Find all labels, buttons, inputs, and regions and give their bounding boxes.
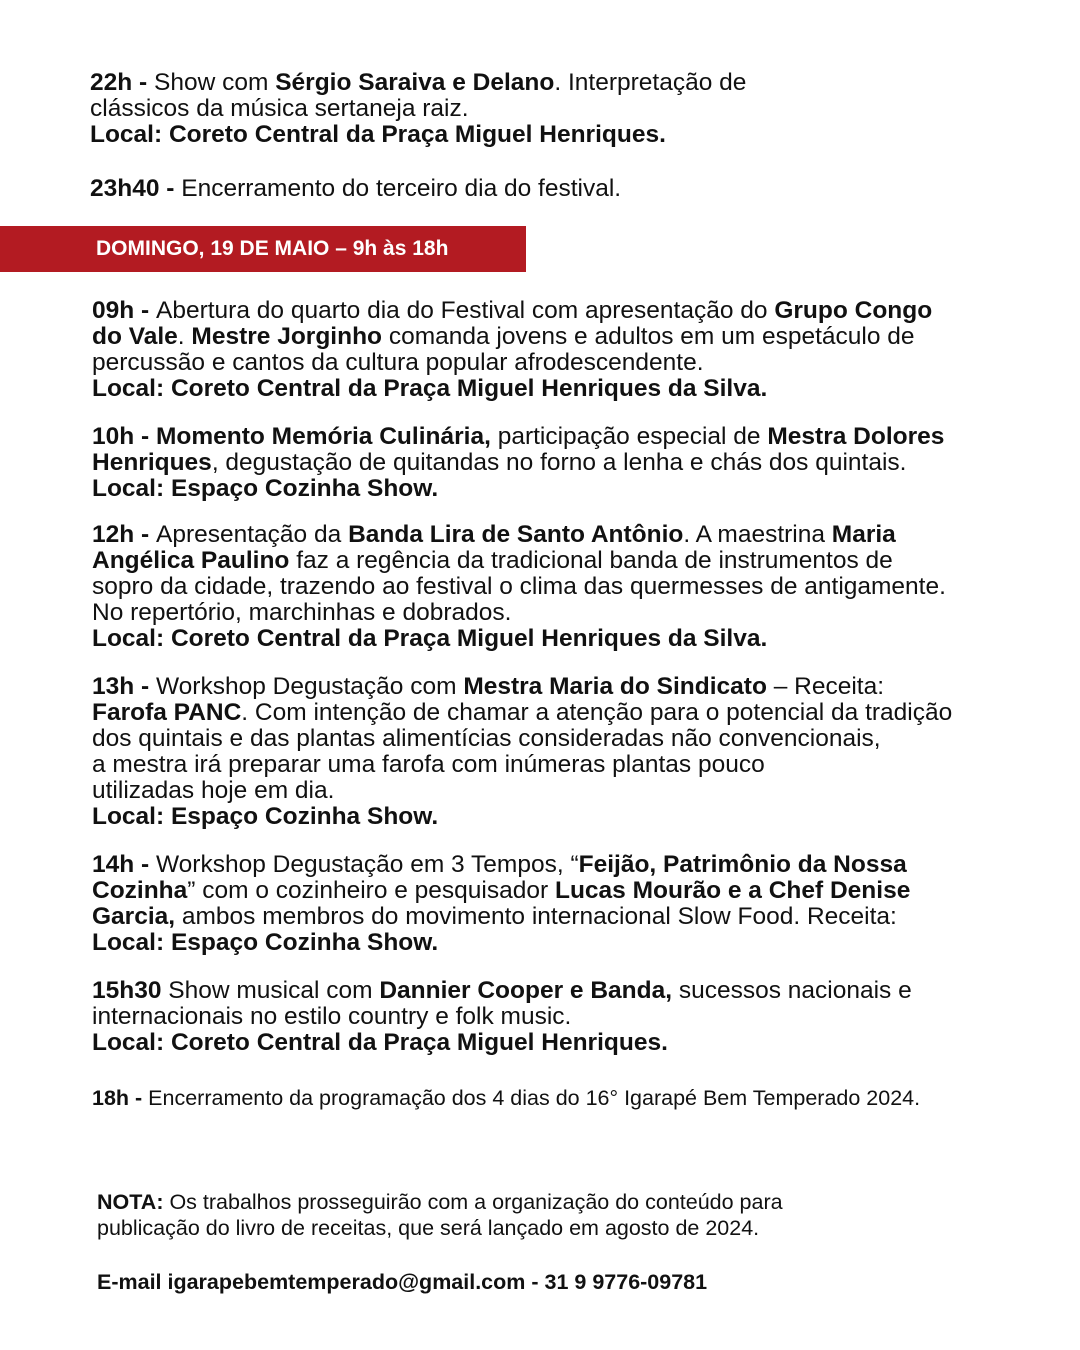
- event-location: Local: Coreto Central da Praça Miguel Henriques da Silva.: [92, 375, 768, 402]
- event-location: Local: Coreto Central da Praça Miguel Henriques.: [92, 1029, 668, 1056]
- event-time: 12h -: [92, 521, 156, 548]
- event-time: 23h40 -: [90, 175, 182, 202]
- event-location: Local: Espaço Cozinha Show.: [92, 475, 439, 502]
- event-location: Local: Coreto Central da Praça Miguel Henriques.: [90, 121, 666, 148]
- event-10h: 10h - Momento Memória Culinária, participação especial de Mestra Dolores Henriques, degustação de quitandas no forno a lenha e chás dos quintais. Local: Espaço Cozinha Show.: [92, 423, 945, 502]
- event-time: 22h -: [90, 69, 154, 96]
- event-15h30: 15h30 Show musical com Dannier Cooper e Banda, sucessos nacionais e internacionais no estilo country e folk music. Local: Coreto Central da Praça Miguel Henriques.: [92, 977, 912, 1056]
- event-18h: 18h - Encerramento da programação dos 4 dias do 16° Igarapé Bem Temperado 2024.: [92, 1086, 921, 1110]
- event-09h: 09h - Abertura do quarto dia do Festival com apresentação do Grupo Congo do Vale. Mestre Jorginho comanda jovens e adultos em um espetáculo de percussão e cantos da cultura popular afrodescendente. Local: Coreto Central da Praça Miguel Henriques da Silva.: [92, 297, 933, 402]
- event-22h: 22h - Show com Sérgio Saraiva e Delano. Interpretação de clássicos da música sertaneja raiz. Local: Coreto Central da Praça Miguel Henriques.: [90, 69, 747, 148]
- event-time: 15h30: [92, 977, 162, 1004]
- event-time: 18h -: [92, 1086, 149, 1110]
- event-23h40: 23h40 - Encerramento do terceiro dia do festival.: [90, 175, 622, 202]
- event-time: 14h -: [92, 851, 156, 878]
- event-location: Local: Espaço Cozinha Show.: [92, 803, 439, 830]
- event-14h: 14h - Workshop Degustação em 3 Tempos, “Feijão, Patrimônio da Nossa Cozinha” com o cozinheiro e pesquisador Lucas Mourão e a Chef Denise Garcia, ambos membros do movimento internacional Slow Food. Receita: Local: Espaço Cozinha Show.: [92, 851, 911, 956]
- day-banner-label: DOMINGO, 19 DE MAIO – 9h às 18h: [96, 237, 449, 260]
- event-time: 13h -: [92, 673, 156, 700]
- event-time: 10h -: [92, 423, 156, 450]
- artist-name: Sérgio Saraiva e Delano: [275, 69, 555, 96]
- note: NOTA: Os trabalhos prosseguirão com a organização do conteúdo para publicação do livro de receitas, que será lançado em agosto de 2024.: [97, 1190, 783, 1240]
- note-label: NOTA:: [97, 1190, 164, 1214]
- event-time: 09h -: [92, 297, 156, 324]
- event-location: Local: Espaço Cozinha Show.: [92, 929, 439, 956]
- day-banner-sunday: [0, 226, 526, 272]
- event-12h: 12h - Apresentação da Banda Lira de Santo Antônio. A maestrina Maria Angélica Paulino faz a regência da tradicional banda de instrumentos de sopro da cidade, trazendo ao festival o clima das quermesses de antigamente. No repertório, marchinhas e dobrados. Local: Coreto Central da Praça Miguel Henriques da Silva.: [92, 521, 946, 652]
- event-location: Local: Coreto Central da Praça Miguel Henriques da Silva.: [92, 625, 768, 652]
- event-13h: 13h - Workshop Degustação com Mestra Maria do Sindicato – Receita: Farofa PANC. Com intenção de chamar a atenção para o potencial da tradição dos quintais e das plantas alimentícias consideradas não convencionais, a mestra irá preparar uma farofa com inúmeras plantas pouco utilizadas hoje em dia. Local: Espaço Cozinha Show.: [92, 673, 953, 830]
- contact: [97, 1269, 707, 1295]
- contact-email: E-mail igarapebemtemperado@gmail.com - 31 9 9776-09781: [97, 1270, 708, 1294]
